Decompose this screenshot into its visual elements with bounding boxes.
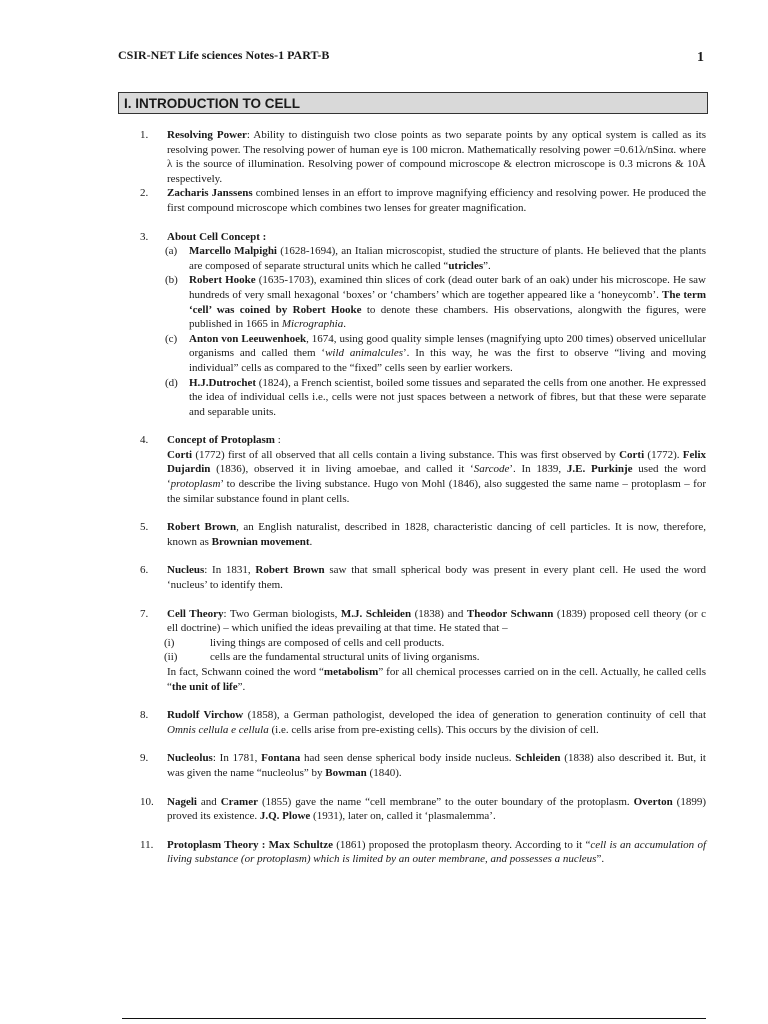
list-item: 1. Resolving Power: Ability to distinguish two close points as two separate points by any optical system is called as its resolving power. The resolving power of human eye is 100 micron. Mathematically resolving power =0.61λ/nSinα. where λ is the source of illumination. Resolving power of compound microscope & electron microscope is 0.3 microns & 10Å respectively. xyxy=(140,129,706,185)
sub-item-label: (d) xyxy=(165,376,178,389)
sub-item-label: (c) xyxy=(165,332,178,345)
item-number: 8. xyxy=(140,709,149,722)
notes-list xyxy=(140,128,706,867)
list-item: 10. Nageli and Cramer (1855) gave the name “cell membrane” to the outer boundary of the protoplasm. Overton (1899) proved its existence. J.Q. Plowe (1931), later on, called it ‘plasmalemma’. xyxy=(140,795,707,823)
sub-item-label: (ii) xyxy=(164,651,178,664)
item-number: 7. xyxy=(140,607,149,620)
item-number: 11. xyxy=(140,838,154,851)
list-item: 4. Concept of Protoplasm : Corti (1772) first of all observed that all cells contain a living substance. This was first observed by Corti (1772). Felix Dujardin (1836), observed it in living amoebae, and called it ‘Sarcode’. In 1839, J.E. Purkinje used the word ‘protoplasm’ to describe the living substance. Hugo von Mohl (1846), also suggested the same name – protoplasm – for the similar substance found in plant cells. xyxy=(140,434,706,505)
item-number: 9. xyxy=(140,752,149,765)
sub-item-label: (b) xyxy=(165,274,178,287)
item-number: 1. xyxy=(140,129,149,141)
sub-item-label: (a) xyxy=(165,245,178,258)
list-item: 9. Nucleolus: In 1781, Fontana had seen dense spherical body inside nucleus. Schleiden (1838) also described it. But, it was given the name “nucleolus” by Bowman (1840). xyxy=(140,752,706,779)
page-header xyxy=(118,48,708,64)
list-item: 11. Protoplasm Theory : Max Schultze (1861) proposed the protoplasm theory. According to it “cell is an accumulation of living substance (or protoplasm) which is limited by an outer membrane, and possesses a nucleus”. xyxy=(140,838,706,866)
sub-item: (b) Robert Hooke (1635-1703), examined thin slices of cork (dead outer bark of an oak) under his microscope. He saw hundreds of very small hexagonal ‘boxes’ or ‘chambers’ which are together appeared like a ‘honeycomb’. The term ‘cell’ was coined by Robert Hooke to denote these chambers. His observations, alongwith the figures, were published in 1665 in Micrographia. xyxy=(165,274,707,331)
item-heading: Concept of Protoplasm xyxy=(167,434,275,447)
item-number: 2. xyxy=(140,187,149,200)
list-item xyxy=(140,230,706,245)
item-number: 6. xyxy=(140,564,149,577)
document-title: CSIR-NET Life sciences Notes-1 PART-B xyxy=(118,48,330,62)
section-heading: I. INTRODUCTION TO CELL xyxy=(118,92,708,114)
sub-item: (d) H.J.Dutrochet (1824), a French scientist, boiled some tissues and separated the cells from one another. He expressed the idea of individual cells i.e., cells were not just spaces between a network of fibres, but that these were separate and separable units. xyxy=(165,376,706,418)
sub-item: (a) Marcello Malpighi (1628-1694), an Italian microscopist, studied the structure of plants. He believed that the plants are composed of separate structural units which he called “utricles”. xyxy=(165,245,706,272)
list-item: 7. Cell Theory: Two German biologists, M.J. Schleiden (1838) and Theodor Schwann (1839) proposed cell theory (or c ell doctrine) – which unified the ideas prevailing at that time. He stated that – xyxy=(140,607,706,635)
item-heading: About Cell Concept : xyxy=(167,230,267,243)
item-number: 4. xyxy=(140,434,149,447)
sub-item: (c) Anton von Leeuwenhoek, 1674, using good quality simple lenses (magnifying upto 200 times) observed unicellular organisms and called them ‘wild animalcules’. In this way, he was the first to observe “living and moving individual” cells as compared to the “fixed” cells seen by earlier workers. xyxy=(165,332,706,374)
list-item-continued: In fact, Schwann coined the word “metabolism” for all chemical processes carried on in the cell. Actually, he called cells “the unit of life”. xyxy=(167,666,706,693)
item-number: 3. xyxy=(140,230,149,243)
list-item: 5. Robert Brown, an English naturalist, described in 1828, characteristic dancing of cell particles. It is now, therefore, known as Brownian movement. xyxy=(140,521,706,548)
list-item: 2. Zacharis Janssens combined lenses in an effort to improve magnifying efficiency and resolving power. He produced the first compound microscope which combines two lenses for greater magnification. xyxy=(140,187,706,214)
list-item: 8. Rudolf Virchow (1858), a German pathologist, developed the idea of generation to generation continuity of cell that Omnis cellula e cellula (i.e. cells arise from pre-existing cells). This occurs by the division of cell. xyxy=(140,709,706,736)
sub-item: (i) living things are composed of cells and cell products. xyxy=(164,636,445,649)
sub-item: (ii) cells are the fundamental structural units of living organisms. xyxy=(164,651,480,664)
sub-item-label: (i) xyxy=(164,636,175,649)
list-item: 6. Nucleus: In 1831, Robert Brown saw that small spherical body was present in every plant cell. He used the word ‘nucleus’ to identify them. xyxy=(140,564,706,592)
footer-divider xyxy=(122,1018,706,1019)
item-number: 10. xyxy=(140,795,154,808)
item-number: 5. xyxy=(140,521,149,534)
page-number: 1 xyxy=(697,50,704,65)
